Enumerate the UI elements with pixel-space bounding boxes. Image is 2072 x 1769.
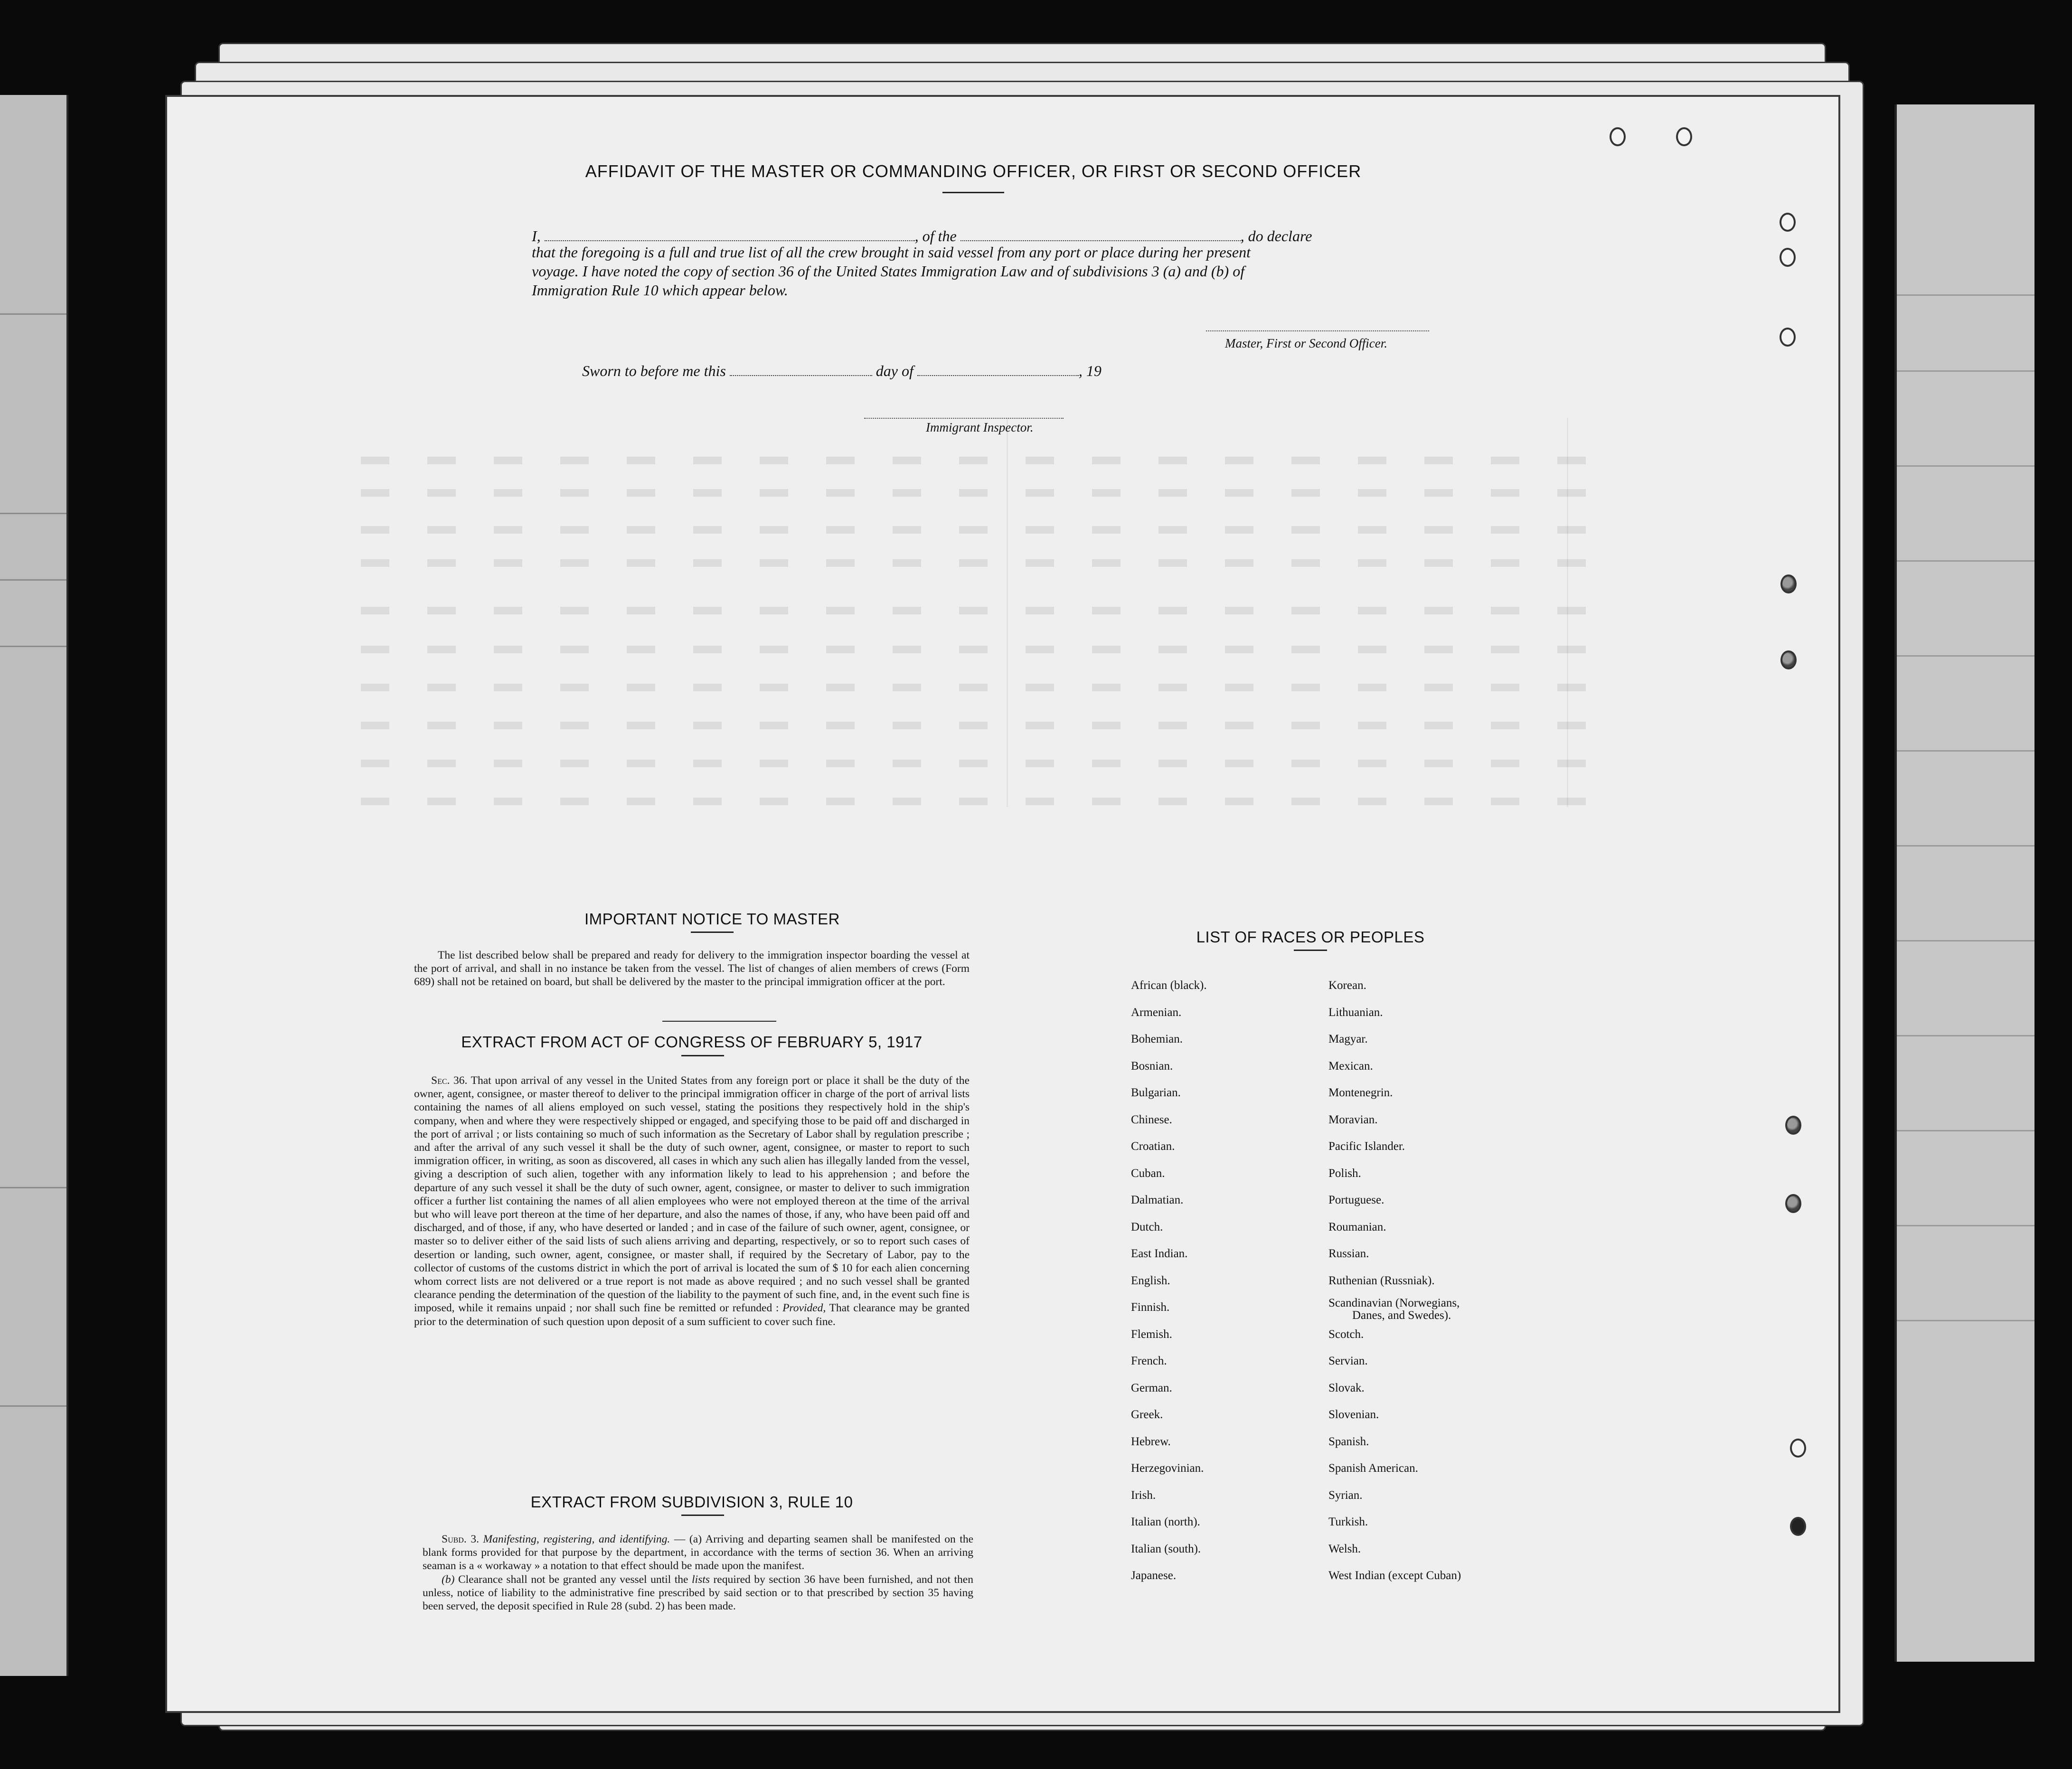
- binder-hole: [1780, 213, 1796, 232]
- master-signature-field[interactable]: [1206, 330, 1429, 331]
- race-item: Chinese.: [1131, 1113, 1172, 1126]
- race-item: Pacific Islander.: [1328, 1140, 1405, 1153]
- declarant-prefix: I,: [532, 227, 541, 245]
- race-item: Flemish.: [1131, 1327, 1172, 1341]
- bleed-through-row: [361, 489, 1586, 497]
- paragraph-b-lists: lists: [692, 1573, 710, 1586]
- race-item: East Indian.: [1131, 1247, 1188, 1260]
- affidavit-line-3: voyage. I have noted the copy of section 36 of the United States Immigration Law and of subdivisions 3 (a) and (b) of: [532, 263, 1245, 280]
- race-item-line: Danes, and Swedes).: [1352, 1309, 1451, 1322]
- of-the-text: , of the: [914, 227, 957, 245]
- binder-hole: [1785, 1194, 1801, 1213]
- sworn-line: [582, 361, 1102, 381]
- bleed-through-row: [361, 457, 1586, 464]
- binder-hole: [1780, 650, 1797, 669]
- race-item: German.: [1131, 1381, 1172, 1394]
- title-rule: [1294, 950, 1327, 951]
- race-item: Turkish.: [1328, 1515, 1368, 1528]
- bleed-through-row: [361, 559, 1586, 567]
- title-rule: [681, 1515, 724, 1516]
- race-item: Korean.: [1328, 979, 1366, 992]
- race-item: Welsh.: [1328, 1542, 1361, 1555]
- paragraph-b-label: (b): [442, 1573, 455, 1586]
- bleed-through-line: [1567, 418, 1568, 807]
- declarant-name-field[interactable]: [545, 240, 915, 241]
- binder-hole: [1780, 248, 1796, 267]
- race-item: Spanish American.: [1328, 1462, 1418, 1475]
- rule-extract-title: EXTRACT FROM SUBDIVISION 3, RULE 10: [530, 1493, 853, 1511]
- race-item: West Indian (except Cuban): [1328, 1569, 1461, 1582]
- section-rule: [662, 1021, 776, 1022]
- race-item: Greek.: [1131, 1408, 1163, 1421]
- binder-hole: [1676, 127, 1692, 146]
- race-item: Slovenian.: [1328, 1408, 1379, 1421]
- bleed-through-row: [361, 722, 1586, 729]
- race-item: Finnish.: [1131, 1301, 1170, 1314]
- race-item: Lithuanian.: [1328, 1006, 1383, 1019]
- race-item: Magyar.: [1328, 1033, 1368, 1045]
- race-item: Polish.: [1328, 1167, 1361, 1180]
- race-item: Dutch.: [1131, 1220, 1163, 1233]
- manifest-page: [165, 95, 1840, 1713]
- vessel-name-field[interactable]: [961, 240, 1241, 241]
- race-item: Russian.: [1328, 1247, 1369, 1260]
- affidavit-line-2: that the foregoing is a full and true list of all the crew brought in said vessel from any port or place during her present: [532, 244, 1251, 261]
- race-item: Bulgarian.: [1131, 1086, 1181, 1099]
- title-rule: [681, 1055, 724, 1056]
- adjacent-page-left: [0, 95, 68, 1676]
- act-extract-title: EXTRACT FROM ACT OF CONGRESS OF FEBRUARY 5, 1917: [461, 1033, 923, 1051]
- section-label: Sec. 36.: [431, 1074, 468, 1087]
- sworn-year-prefix: , 19: [1078, 362, 1102, 379]
- race-item-line: Scandinavian (Norwegians,: [1328, 1297, 1460, 1309]
- race-item: Spanish.: [1328, 1435, 1369, 1448]
- bleed-through-row: [361, 684, 1586, 691]
- master-signature-label: Master, First or Second Officer.: [1225, 336, 1387, 350]
- binder-hole: [1780, 574, 1797, 593]
- race-item: Bosnian.: [1131, 1059, 1173, 1073]
- proviso-text: That clearance may be granted prior to the determination of such question upon deposit of a sum sufficient to cover such fine.: [414, 1302, 970, 1328]
- sworn-prefix: Sworn to before me this: [582, 362, 726, 379]
- race-item: Syrian.: [1328, 1488, 1363, 1502]
- inspector-signature-field[interactable]: [864, 418, 1064, 419]
- race-item: Italian (north).: [1131, 1515, 1200, 1528]
- adjacent-page-right: [1894, 104, 2034, 1662]
- race-item: African (black).: [1131, 979, 1207, 992]
- sworn-month-field[interactable]: [917, 375, 1079, 376]
- sworn-day-field[interactable]: [730, 375, 872, 376]
- subdivision-heading: Manifesting, registering, and identifying.: [483, 1533, 670, 1545]
- race-item: Bohemian.: [1131, 1033, 1183, 1045]
- notice-text: The list described below shall be prepared and ready for delivery to the immigration inspector boarding the vessel at the port of arrival, and shall in no instance be taken from the vessel. The list of changes of alien members of crews (Form 689) shall not be retained on board, but shall be delivered by the master to the principal immigration officer at the port.: [414, 949, 970, 988]
- race-item: Japanese.: [1131, 1569, 1177, 1582]
- race-item-scandinavian: [1328, 1294, 1461, 1321]
- race-item: Italian (south).: [1131, 1542, 1201, 1555]
- race-item: Slovak.: [1328, 1381, 1365, 1394]
- bleed-through-line: [1007, 418, 1008, 807]
- race-item: French.: [1131, 1355, 1167, 1367]
- binder-hole: [1785, 1116, 1801, 1135]
- title-rule: [942, 192, 1004, 193]
- race-item: Roumanian.: [1328, 1220, 1386, 1233]
- paragraph-b-part-2: required by section 36 have been furnished, and not then unless, notice of liability to the administrative fine prescribed by said section or to that prescribed by section 35 having been served, the deposit specified in Rule 28 (subd. 2) has been made.: [423, 1573, 973, 1613]
- inspector-signature-label: Immigrant Inspector.: [926, 420, 1034, 434]
- binder-hole: [1610, 127, 1626, 146]
- race-item: Scotch.: [1328, 1327, 1364, 1341]
- binder-hole: [1780, 328, 1796, 347]
- affidavit-title: AFFIDAVIT OF THE MASTER OR COMMANDING OFFICER, OR FIRST OR SECOND OFFICER: [585, 161, 1362, 181]
- bleed-through-row: [361, 798, 1586, 805]
- race-item: English.: [1131, 1274, 1170, 1287]
- race-item: Moravian.: [1328, 1113, 1378, 1126]
- bleed-through-row: [361, 646, 1586, 653]
- race-item: Montenegrin.: [1328, 1086, 1393, 1099]
- title-rule: [691, 932, 734, 933]
- binder-hole: [1790, 1517, 1806, 1536]
- bleed-through-row: [361, 526, 1586, 534]
- race-item: Portuguese.: [1328, 1194, 1384, 1206]
- bleed-through-row: [361, 760, 1586, 767]
- race-item: Croatian.: [1131, 1140, 1175, 1153]
- race-item: Armenian.: [1131, 1006, 1182, 1019]
- rule-subdivision-3-text: [423, 1533, 973, 1613]
- race-item: Ruthenian (Russniak).: [1328, 1274, 1435, 1287]
- do-declare-text: , do declare: [1240, 227, 1312, 245]
- subdivision-label: Subd. 3.: [442, 1533, 479, 1545]
- bleed-through-row: [361, 607, 1586, 614]
- act-section-36-text: [414, 1074, 970, 1328]
- sworn-day-of: day of: [876, 362, 914, 379]
- race-item: Dalmatian.: [1131, 1194, 1184, 1206]
- race-item: Herzegovinian.: [1131, 1462, 1204, 1475]
- race-item: Irish.: [1131, 1488, 1156, 1502]
- race-item: Cuban.: [1131, 1167, 1165, 1180]
- race-item: Servian.: [1328, 1355, 1368, 1367]
- race-item: Hebrew.: [1131, 1435, 1171, 1448]
- paragraph-b-part-1: Clearance shall not be granted any vessel until the: [458, 1573, 688, 1586]
- races-title: LIST OF RACES OR PEOPLES: [1196, 928, 1425, 946]
- binder-hole: [1790, 1439, 1806, 1458]
- races-left-column: [1131, 972, 1207, 1590]
- paragraph-a: — (a) Arriving and departing seamen shall be manifested on the blank forms provided for that purpose by the department, in accordance with the terms of section 36. When an arriving seaman is a « workaway » a notation to that effect should be made upon the manifest.: [423, 1533, 974, 1572]
- section-body: That upon arrival of any vessel in the United States from any foreign port or place it shall be the duty of the owner, agent, consignee, or master thereof to deliver to the principal immigration officer in charge of the port of arrival lists containing the names of all aliens employed on such vessel, stating the positions they respectively hold in the ship's company, when and where they were respectively shipped or engaged, and specifying those to be paid off and discharged in the port of arrival ; or lists containing so much of such information as the Secretary of Labor shall by regulation prescribe ; and after the arrival of any such vessel it shall be the duty of such owner, agent, consignee, or master to report to such immigration officer, in writing, as soon as discovered, all cases in which any such alien has illegally landed from the vessel, giving a description of such alien, together with any information likely to lead to his apprehension ; and before the departure of any such vessel it shall be the duty of such owner, agent, consignee, or master to deliver to such immigration officer a further list containing the names of all alien employees who were not employed thereon at the time of the arrival but who will leave port thereon at the time of her departure, and also the names of those, if any, who have been paid off and discharged, and of those, if any, who have deserted or landed ; and in case of the failure of such owner, agent, consignee, or master so to deliver either of the said lists of such aliens arriving and departing, respectively, or so to report such cases of desertion or landing, such owner, agent, consignee, or master shall, if required by the Secretary of Labor, pay to the collector of customs of the customs district in which the port of arrival is located the sum of $ 10 for each alien concerning whom correct lists are not delivered or a true report is not made as above required ; and no such vessel shall be granted clearance pending the determination of the question of the liability to the payment of such fine, and, in the event such fine is imposed, while it remains unpaid ; nor shall such fine be remitted or refunded :: [414, 1074, 970, 1315]
- races-right-column: [1328, 972, 1461, 1590]
- race-item: Mexican.: [1328, 1059, 1373, 1073]
- proviso-label: Provided,: [782, 1302, 826, 1315]
- affidavit-line-4: Immigration Rule 10 which appear below.: [532, 282, 788, 299]
- notice-title: IMPORTANT NOTICE TO MASTER: [584, 910, 840, 928]
